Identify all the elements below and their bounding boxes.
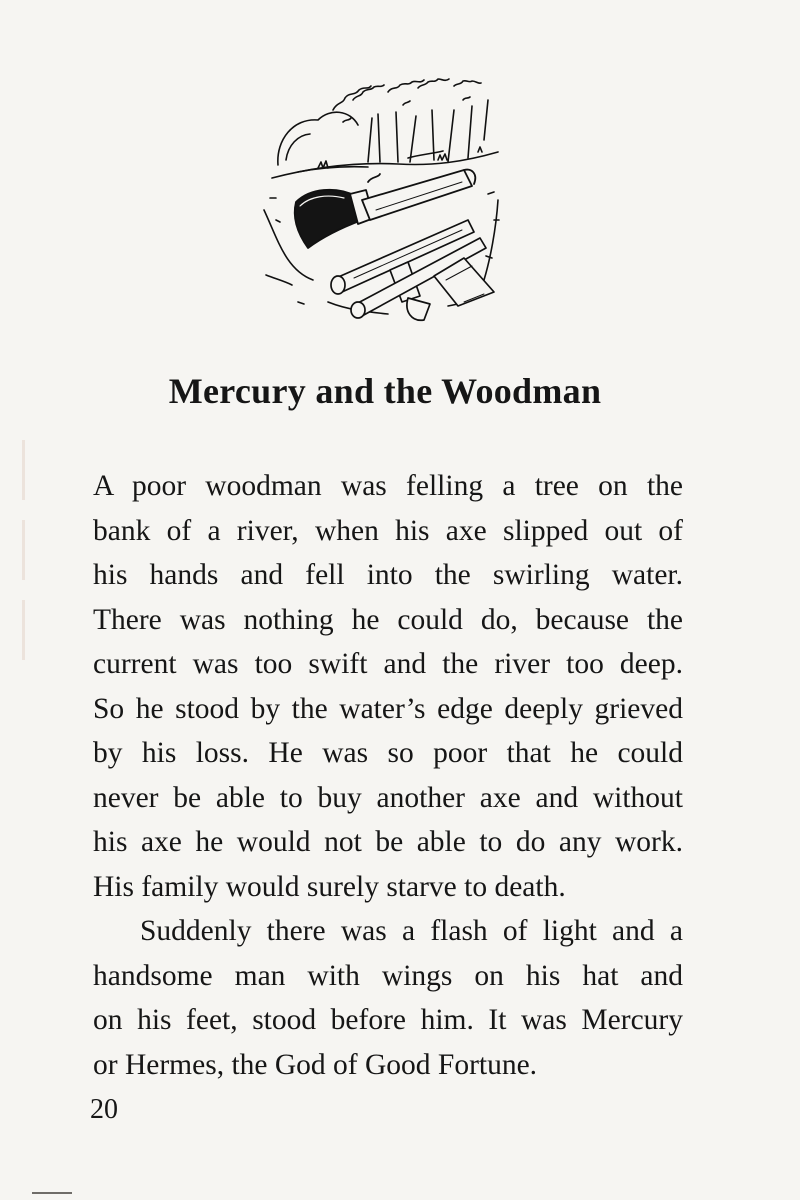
- text-line: bank of a river, when his axe slipped out of: [93, 514, 683, 547]
- text-line: current was too swift and the river too deep.: [93, 648, 683, 680]
- text-line: So he stood by the water’s edge deeply grieved: [93, 692, 683, 725]
- text-line: There was nothing he could do, because the: [93, 603, 683, 636]
- text-line: handsome man with wings on his hat and: [93, 959, 683, 992]
- page-number: 20: [90, 1094, 118, 1125]
- text-line: Suddenly there was a flash of light and a: [140, 915, 683, 947]
- text-line: his axe he would not be able to do any work.: [93, 826, 683, 858]
- axes-in-forest-icon: [258, 70, 508, 332]
- text-line: His family would surely starve to death.: [93, 870, 566, 903]
- reverse-page-mark: [22, 520, 25, 580]
- paragraph: [93, 464, 683, 909]
- text-line: A poor woodman was felling a tree on the: [93, 470, 683, 502]
- story-body: [93, 464, 683, 1087]
- text-line: his hands and fell into the swirling water.: [93, 559, 683, 591]
- paragraph: [93, 909, 683, 1087]
- story-title: Mercury and the Woodman: [168, 371, 602, 411]
- page-edge-mark: [32, 1192, 72, 1194]
- reverse-page-mark: [22, 600, 25, 660]
- text-line: on his feet, stood before him. It was Mercury: [93, 1004, 683, 1036]
- text-line: never be able to buy another axe and without: [93, 781, 683, 814]
- text-line: by his loss. He was so poor that he could: [93, 737, 683, 769]
- reverse-page-mark: [22, 440, 25, 500]
- reverse-page-bleed: [610, 70, 800, 114]
- text-line: or Hermes, the God of Good Fortune.: [93, 1048, 538, 1081]
